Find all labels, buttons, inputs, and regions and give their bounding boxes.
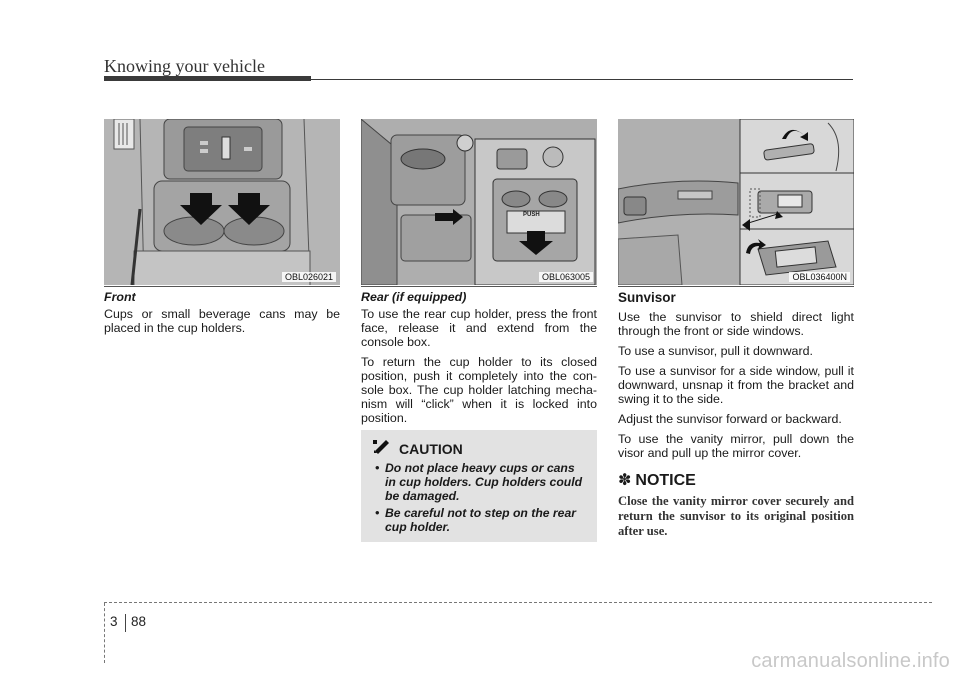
pencil-icon <box>373 440 391 457</box>
front-heading: Front <box>104 290 136 304</box>
sunvisor-section <box>618 290 854 539</box>
page-header-title: Knowing your vehicle <box>104 56 265 76</box>
front-cup-holder-illustration <box>104 119 340 285</box>
sunvisor-heading: Sunvisor <box>618 290 676 305</box>
caution-item: • Be careful not to step on the rear cup holder. <box>375 506 576 534</box>
figure-code: OBL026021 <box>282 272 336 282</box>
figure-code: OBL063005 <box>539 272 593 282</box>
caution-title: CAUTION <box>399 440 463 457</box>
caution-header <box>371 440 587 457</box>
rear-section <box>361 290 597 431</box>
footer-rule <box>104 602 932 603</box>
sunvisor-paragraph: To use a sunvisor, pull it downward. <box>618 344 813 358</box>
rear-paragraph: To return the cup holder to its closed position, push it completely into the con-sole box. The cup holder latching mecha-nism will “click” when it is locked into position. <box>361 355 597 425</box>
watermark: carmanualsonline.info <box>751 650 950 672</box>
sunvisor-paragraph: To use the vanity mirror, pull down the visor and pull up the mirror cover. <box>618 432 854 460</box>
sunvisor-paragraph: Use the sunvisor to shield direct light through the front or side windows. <box>618 310 854 338</box>
caution-item: • Do not place heavy cups or cans in cup holders. Cup holders could be damaged. <box>375 461 583 503</box>
figure-rule <box>361 286 597 287</box>
notice-text: Close the vanity mirror cover securely and return the sunvisor to its original position after use. <box>618 494 854 538</box>
figure-rule <box>104 286 340 287</box>
sunvisor-paragraph: Adjust the sunvisor forward or backward. <box>618 412 842 426</box>
rear-cup-holder-illustration <box>361 119 597 285</box>
page-number: 88 <box>131 614 147 629</box>
chapter-number: 3 <box>110 614 118 629</box>
header-rule-thin <box>311 79 853 80</box>
asterisk-icon: ✽ <box>618 472 632 489</box>
caution-list <box>371 461 587 534</box>
footer-vertical-rule <box>104 603 105 663</box>
sunvisor-paragraph: To use a sunvisor for a side window, pull it downward, unsnap it from the bracket and swing it to the side. <box>618 364 854 406</box>
figure-rule <box>618 286 854 287</box>
notice-title: NOTICE <box>635 472 696 489</box>
header-rule-thick <box>104 76 311 81</box>
figure-code: OBL036400N <box>789 272 850 282</box>
front-section <box>104 290 340 341</box>
sunvisor-illustration <box>618 119 854 285</box>
rear-heading: Rear (if equipped) <box>361 290 467 304</box>
rear-paragraph: To use the rear cup holder, press the front face, release it and extend from the console box. <box>361 307 597 349</box>
caution-box <box>361 430 597 542</box>
notice-header <box>618 474 854 488</box>
front-text: Cups or small beverage cans may be placed in the cup holders. <box>104 307 340 335</box>
page-number-divider <box>125 614 126 632</box>
push-label: PUSH <box>523 212 540 218</box>
